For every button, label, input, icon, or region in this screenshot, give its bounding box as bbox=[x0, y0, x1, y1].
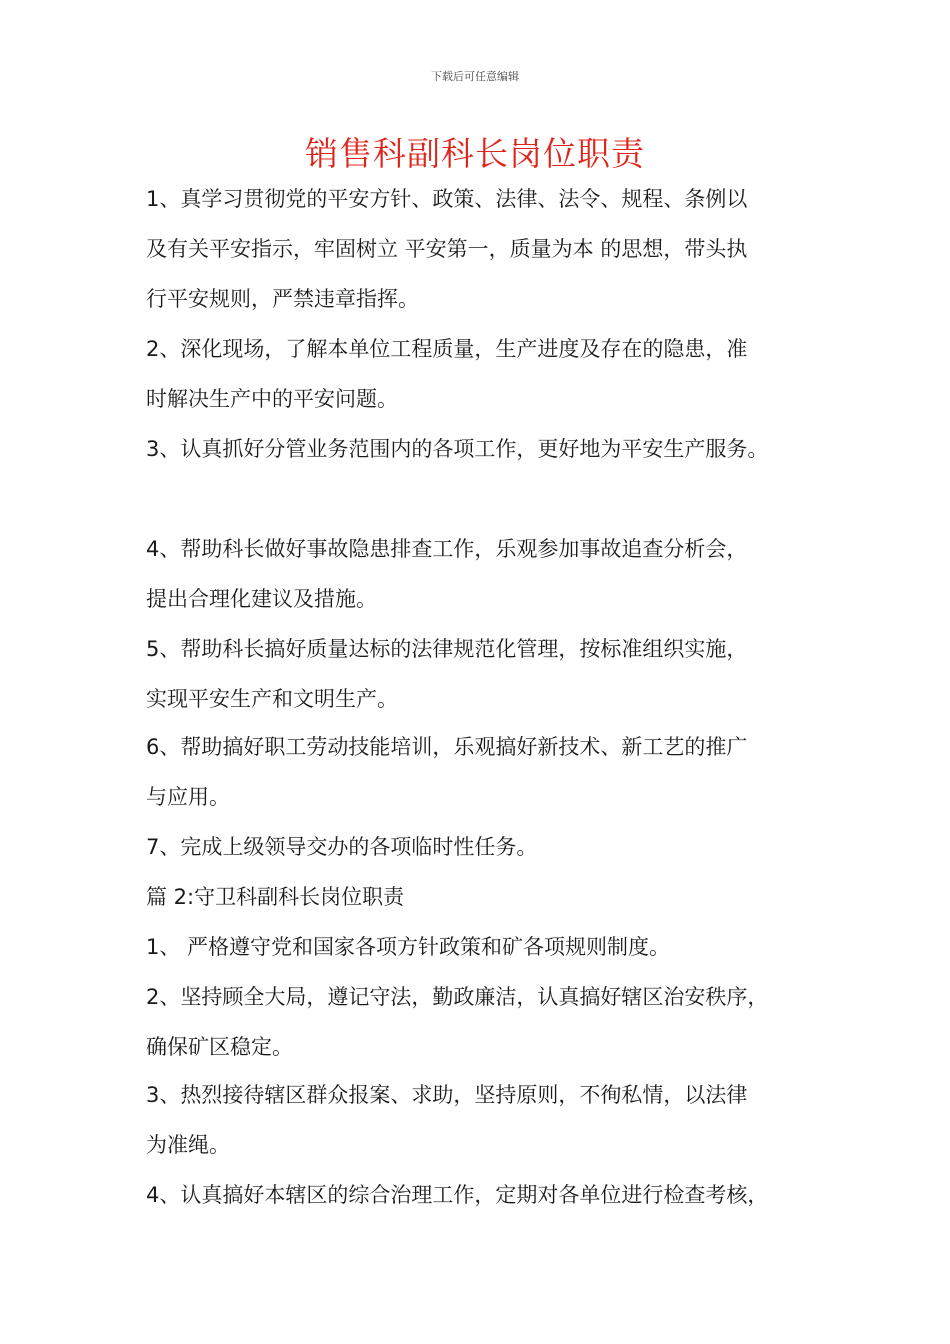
text-line: 提出合理化建议及措施。 bbox=[146, 587, 377, 611]
document-title: 销售科副科长岗位职责 bbox=[305, 134, 645, 173]
text-line: 4、认真搞好本辖区的综合治理工作，定期对各单位进行检查考核， bbox=[146, 1183, 769, 1207]
text-line: 1、真学习贯彻党的平安方针、政策、法律、法令、规程、条例以 bbox=[146, 187, 748, 211]
text-line: 5、帮助科长搞好质量达标的法律规范化管理，按标准组织实施， bbox=[146, 637, 748, 661]
text-line: 7、完成上级领导交办的各项临时性任务。 bbox=[146, 835, 538, 859]
text-line: 3、热烈接待辖区群众报案、求助，坚持原则，不徇私情，以法律 bbox=[146, 1083, 748, 1107]
text-line: 6、帮助搞好职工劳动技能培训，乐观搞好新技术、新工艺的推广 bbox=[146, 735, 748, 759]
text-line: 时解决生产中的平安问题。 bbox=[146, 387, 398, 411]
text-line: 1、 严格遵守党和国家各项方针政策和矿各项规则制度。 bbox=[146, 935, 671, 959]
text-line: 及有关平安指示，牢固树立 平安第一，质量为本 的思想，带头执 bbox=[146, 237, 748, 261]
header-note: 下载后可任意编辑 bbox=[431, 70, 519, 83]
text-line: 确保矿区稳定。 bbox=[146, 1035, 293, 1059]
text-line: 4、帮助科长做好事故隐患排查工作，乐观参加事故追查分析会， bbox=[146, 537, 748, 561]
text-line: 行平安规则，严禁违章指挥。 bbox=[146, 287, 419, 311]
text-line: 实现平安生产和文明生产。 bbox=[146, 687, 398, 711]
section-heading: 篇 2:守卫科副科长岗位职责 bbox=[146, 885, 405, 909]
text-line: 为准绳。 bbox=[146, 1133, 230, 1157]
text-line: 2、坚持顾全大局，遵记守法，勤政廉洁，认真搞好辖区治安秩序， bbox=[146, 985, 769, 1009]
text-line: 2、深化现场，了解本单位工程质量，生产进度及存在的隐患，准 bbox=[146, 337, 748, 361]
text-line: 与应用。 bbox=[146, 785, 230, 809]
text-line: 3、认真抓好分管业务范围内的各项工作，更好地为平安生产服务。 bbox=[146, 437, 769, 461]
